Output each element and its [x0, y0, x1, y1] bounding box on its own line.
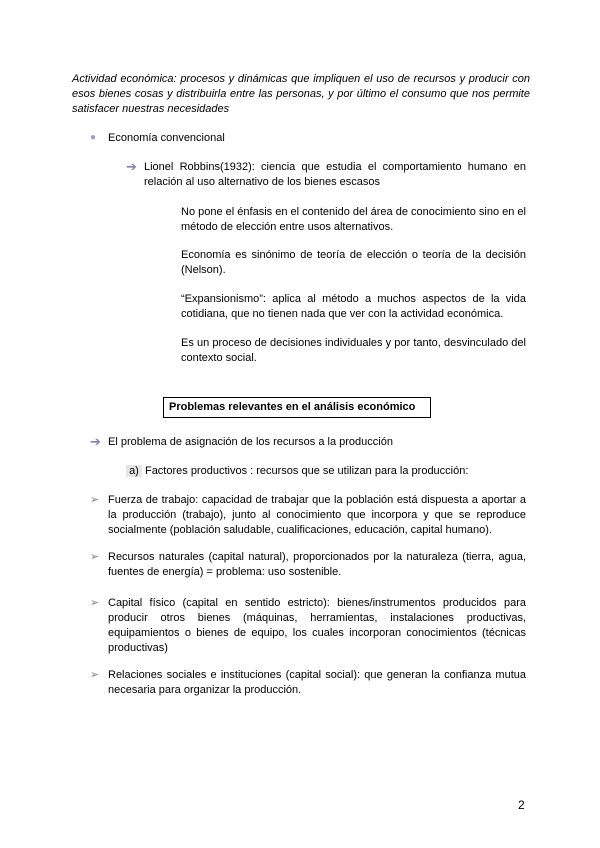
section-title-box: Problemas relevantes en el análisis económico — [163, 397, 431, 418]
list-item: Relaciones sociales e instituciones (capital social): que generan la confianza mutua necesaria para organizar la producción. — [108, 669, 526, 696]
factors-line — [126, 464, 468, 479]
arrow-right-icon: ➔ — [90, 434, 101, 449]
triangle-bullet-icon: ➢ — [90, 597, 100, 609]
arrow-right-icon: ➔ — [126, 159, 137, 174]
factors-text: Factores productivos : recursos que se utilizan para la producción: — [144, 465, 469, 477]
paragraph: No pone el énfasis en el contenido del área de conocimiento sino en el método de elección entre usos alternativos. — [181, 206, 526, 233]
triangle-bullet-icon: ➢ — [90, 494, 100, 506]
intro-paragraph: Actividad económica: procesos y dinámicas que impliquen el uso de recursos y producir con esos bienes cosas y distribuirla entre las personas, y por último el consumo que nos permite satisfacer nuestras necesidades — [72, 73, 530, 115]
list-item: Capital físico (capital en sentido estricto): bienes/instrumentos producidos para producir otros bienes (máquinas, herramientas, instalaciones productivas, equipamientos o bienes de equipo, los cuales incorporan conocimientos (técnicas productivas) — [108, 597, 526, 654]
paragraph: “Expansionismo”: aplica al método a muchos aspectos de la vida cotidiana, que no tienen nada que ver con la actividad económica. — [181, 293, 526, 320]
section-bullet: Economía convencional — [108, 132, 225, 144]
problem-heading: El problema de asignación de los recursos a la producción — [108, 436, 393, 448]
page-number: 2 — [518, 798, 525, 812]
factors-marker: a) — [126, 465, 142, 477]
bullet-dot-icon: ● — [90, 132, 97, 143]
triangle-bullet-icon: ➢ — [90, 551, 100, 563]
list-item: Fuerza de trabajo: capacidad de trabajar que la población está dispuesta a aportar a la producción (trabajo), junto al conocimiento que incorpora y que se reproduce socialmente (población saludable, cualificaciones, educación, capital humano). — [108, 494, 526, 536]
paragraph: Es un proceso de decisiones individuales y por tanto, desvinculado del contexto social. — [181, 337, 526, 364]
paragraph: Economía es sinónimo de teoría de elección o teoría de la decisión (Nelson). — [181, 249, 526, 276]
robbins-definition: Lionel Robbins(1932): ciencia que estudia el comportamiento humano en relación al uso alternativo de los bienes escasos — [144, 161, 526, 188]
triangle-bullet-icon: ➢ — [90, 669, 100, 681]
list-item: Recursos naturales (capital natural), proporcionados por la naturaleza (tierra, agua, fuentes de energía) = problema: uso sostenible. — [108, 551, 526, 578]
